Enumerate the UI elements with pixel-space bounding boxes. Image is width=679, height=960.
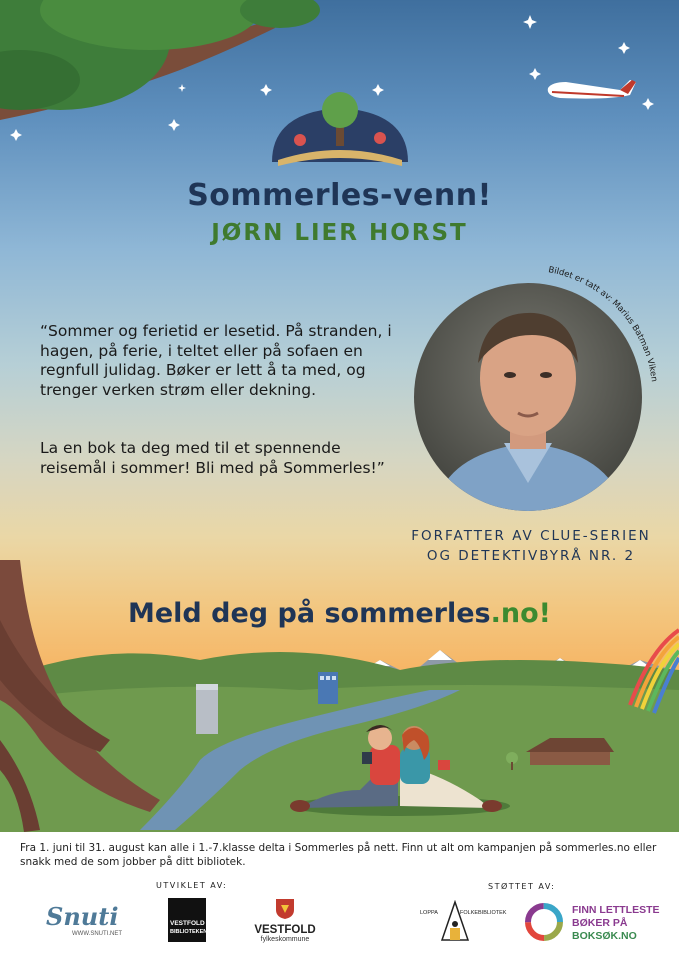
loppa-logo[interactable] [420, 900, 510, 948]
boksok-logo[interactable] [524, 900, 674, 946]
footer [0, 832, 679, 960]
footer-description: Fra 1. juni til 31. august kan alle i 1.-7.klasse delta i Sommerles på nett. Finn ut alt om kampanjen på sommerles.no eller snakk med de som jobber på ditt bibliotek. [20, 842, 657, 868]
author-credits-line-1: FORFATTER AV CLUE-SERIEN [411, 528, 651, 544]
svg-text:Bildet er tatt av: Marius Batm: Bildet er tatt av: Marius Batman Viken [547, 265, 659, 383]
vestfold-bib-line1: VESTFOLD [170, 920, 205, 927]
airplane-icon [548, 80, 636, 99]
developed-by-label: UTVIKLET AV: [156, 881, 228, 890]
vestfold-fylkeskommune-logo[interactable] [252, 898, 318, 943]
boksok-line3: BOKSØK.NO [572, 930, 637, 942]
boksok-line2: BØKER PÅ [572, 917, 628, 929]
ring-icon [524, 902, 564, 942]
book-figure-icon [440, 900, 470, 944]
sommerles-logo [272, 92, 408, 166]
vestfold-fk-sub: fylkeskommune [260, 936, 310, 943]
vestfold-fk-name: VESTFOLD [254, 924, 316, 936]
vestfold-bib-line2: BIBLIOTEKENE [170, 929, 211, 935]
loppa-name: LOPPA [420, 910, 438, 916]
snuti-logo[interactable] [46, 902, 122, 937]
signup-call-to-action[interactable] [0, 598, 679, 629]
snuti-logo-text: Snuti [46, 902, 119, 931]
snuti-url: WWW.SNUTI.NET [72, 931, 122, 937]
author-name: JØRN LIER HORST [211, 220, 468, 246]
tree-branch [0, 0, 320, 120]
shield-icon [275, 898, 295, 920]
author-credits-line-2: OG DETEKTIVBYRÅ NR. 2 [426, 548, 636, 564]
quote-paragraph-2: La en bok ta deg med til et spennende reisemål i sommer! Bli med på Sommerles!” [40, 439, 385, 477]
supported-by-label: STØTTET AV: [488, 882, 556, 891]
cta-text: Meld deg på sommerles [128, 598, 491, 629]
quote-paragraph-1: “Sommer og ferietid er lesetid. På stranden, i hagen, på ferie, i teltet eller på sofaen en regnfull julidag. Bøker er lett å ta med, og trenger verken strøm eller dekning. [40, 322, 392, 399]
photo-credit [400, 262, 670, 532]
page-title: Sommerles-venn! [187, 178, 492, 213]
loppa-sub: FOLKEBIBLIOTEK [460, 910, 507, 916]
cta-domain-accent: .no! [490, 598, 551, 629]
vestfold-bibliotekene-logo[interactable] [168, 898, 212, 942]
boksok-line1: FINN LETTLESTE [572, 904, 660, 916]
